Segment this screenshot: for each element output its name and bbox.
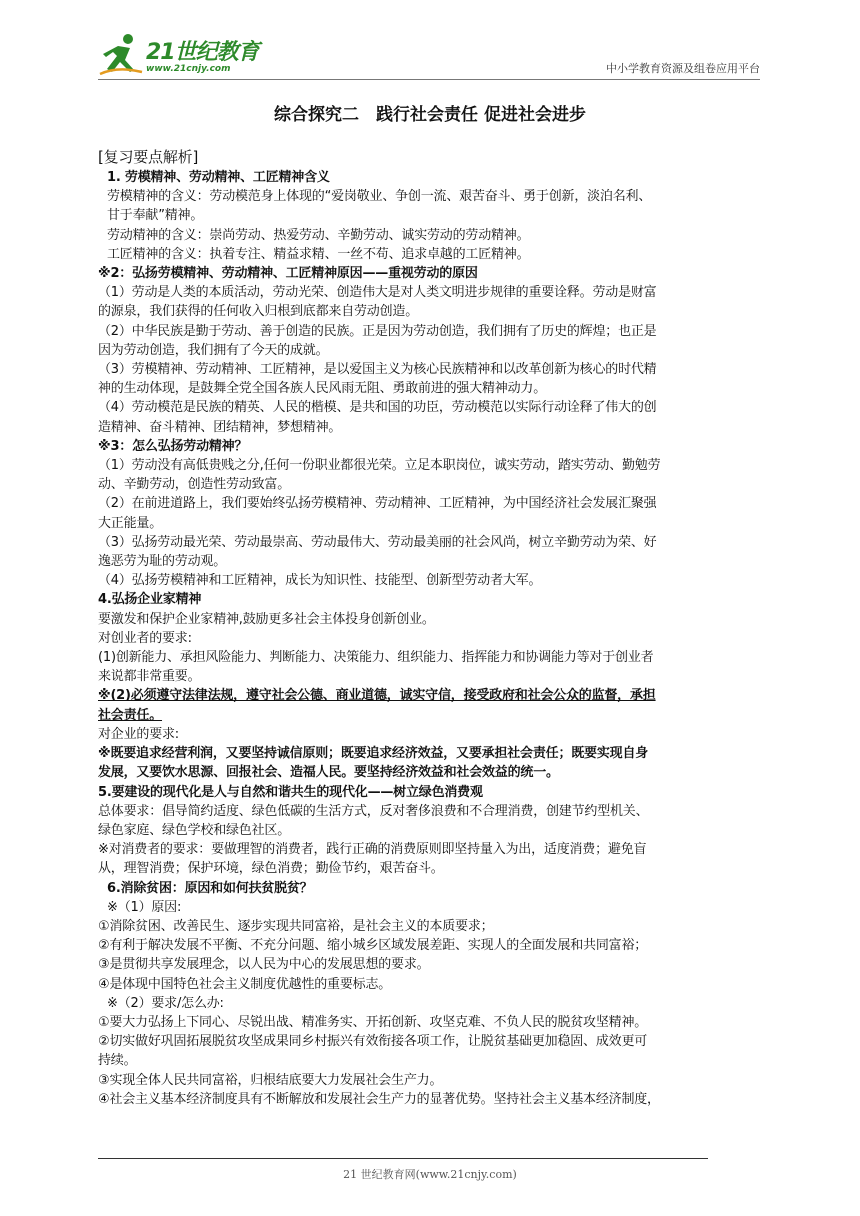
text-line: （1）劳动没有高低贵贱之分,任何一份职业都很光荣。立足本职岗位，诚实劳动，踏实劳动、勤勉劳	[98, 458, 661, 474]
document-body	[98, 146, 766, 1109]
text-line: 对创业者的要求:	[98, 630, 192, 646]
point-heading: 5.要建设的现代化是人与自然和谐共生的现代化——树立绿色消费观	[98, 784, 483, 800]
text-line: （1）劳动是人类的本质活动，劳动光荣、创造伟大是对人类文明进步规律的重要诠释。劳动是财富	[98, 285, 657, 301]
text-line: 造精神、奋斗精神、团结精神，梦想精神。	[98, 419, 342, 435]
runner-logo-icon	[98, 32, 144, 78]
text-line: ③实现全体人民共同富裕，归根结底要大力发展社会生产力。	[98, 1072, 443, 1088]
logo-url: www.21cnjy.com	[146, 64, 231, 74]
footer-divider	[98, 1158, 708, 1159]
text-line: 逸恶劳为耻的劳动观。	[98, 554, 227, 570]
text-line: 持续。	[98, 1053, 137, 1069]
point-heading: 6.消除贫困：原因和如何扶贫脱贫？	[107, 880, 313, 896]
page-header	[98, 32, 760, 78]
page-title: 综合探究二 践行社会责任 促进社会进步	[274, 105, 586, 125]
logo	[98, 32, 268, 78]
text-line: ③是贯彻共享发展理念，以人民为中心的发展思想的要求。	[98, 957, 430, 973]
text-line: （3）劳模精神、劳动精神、工匠精神，是以爱国主义为核心民族精神和以改革创新为核心的时代精	[98, 362, 657, 378]
text-line-bold: 发展，又要饮水思源、回报社会、造福人民。要坚持经济效益和社会效益的统一。	[98, 765, 559, 781]
text-line: 因为劳动创造，我们拥有了今天的成就。	[98, 342, 329, 358]
point-heading: ※3：怎么弘扬劳动精神？	[98, 438, 248, 454]
text-line: 绿色家庭、绿色学校和绿色社区。	[98, 822, 291, 838]
text-line-underlined: ※(2)必须遵守法律法规，遵守社会公德、商业道德，诚实守信，接受政府和社会公众的监督，承担	[98, 688, 656, 704]
text-line-bold: ※既要追求经营利润，又要坚持诚信原则；既要追求经济效益，又要承担社会责任；既要实现自身	[98, 746, 649, 762]
platform-label: 中小学教育资源及组卷应用平台	[606, 62, 760, 75]
text-line: 要激发和保护企业家精神,鼓励更多社会主体投身创新创业。	[98, 611, 435, 627]
point-heading: ※2：弘扬劳模精神、劳动精神、工匠精神原因——重视劳动的原因	[98, 266, 478, 282]
section-heading: [复习要点解析]	[98, 148, 199, 166]
text-line: ④是体现中国特色社会主义制度优越性的重要标志。	[98, 976, 392, 992]
text-line: ※（2）要求/怎么办:	[107, 995, 224, 1011]
text-line: 的源泉，我们获得的任何收入归根到底都来自劳动创造。	[98, 304, 419, 320]
text-line: ①消除贫困、改善民生、逐步实现共同富裕，是社会主义的本质要求；	[98, 918, 494, 934]
text-line: (1)创新能力、承担风险能力、判断能力、决策能力、组织能力、指挥能力和协调能力等对于创业者	[98, 650, 654, 666]
text-line: （2）中华民族是勤于劳动、善于创造的民族。正是因为劳动创造，我们拥有了历史的辉煌；也正是	[98, 323, 657, 339]
text-line: 工匠精神的含义：执着专注、精益求精、一丝不苟、追求卓越的工匠精神。	[107, 246, 530, 262]
text-line: （2）在前进道路上，我们要始终弘扬劳模精神、劳动精神、工匠精神，为中国经济社会发展汇聚强	[98, 496, 657, 512]
text-line: （4）劳动模范是民族的精英、人民的楷模、是共和国的功臣，劳动模范以实际行动诠释了伟大的创	[98, 400, 657, 416]
text-line: 总体要求：倡导简约适度、绿色低碳的生活方式，反对奢侈浪费和不合理消费，创建节约型机关、	[98, 803, 649, 819]
text-line-underlined: 社会责任。	[98, 707, 163, 723]
point-heading: 4.弘扬企业家精神	[98, 592, 202, 608]
page-footer: 21 世纪教育网(www.21cnjy.com)	[343, 1168, 517, 1181]
text-line: 甘于奉献”精神。	[107, 208, 204, 224]
text-line: ①要大力弘扬上下同心、尽锐出战、精准务实、开拓创新、攻坚克难、不负人民的脱贫攻坚精神。	[98, 1014, 648, 1030]
logo-text: 21世纪教育	[146, 40, 259, 65]
text-line: ④社会主义基本经济制度具有不断解放和发展社会生产力的显著优势。坚持社会主义基本经济制度，	[98, 1091, 660, 1107]
text-line: （3）弘扬劳动最光荣、劳动最崇高、劳动最伟大、劳动最美丽的社会风尚，树立辛勤劳动为荣、好	[98, 534, 657, 550]
text-line: 劳动精神的含义：崇尚劳动、热爱劳动、辛勤劳动、诚实劳动的劳动精神。	[107, 227, 530, 243]
text-line: 来说都非常重要。	[98, 669, 201, 685]
text-line: ②切实做好巩固拓展脱贫攻坚成果同乡村振兴有效衔接各项工作，让脱贫基础更加稳固、成效更可	[98, 1034, 648, 1050]
text-line: 动、辛勤劳动，创造性劳动致富。	[98, 477, 291, 493]
text-line: ②有利于解决发展不平衡、不充分问题、缩小城乡区域发展差距、实现人的全面发展和共同富裕；	[98, 938, 648, 954]
text-line: 神的生动体现，是鼓舞全党全国各族人民风雨无阻、勇敢前进的强大精神动力。	[98, 381, 547, 397]
text-line: 大正能量。	[98, 515, 163, 531]
text-line: 劳模精神的含义：劳动模范身上体现的“爱岗敬业、争创一流、艰苦奋斗、勇于创新，淡泊名利、	[107, 189, 652, 205]
text-line: ※对消费者的要求：要做理智的消费者，践行正确的消费原则即坚持量入为出，适度消费；避免盲	[98, 842, 647, 858]
text-line: （4）弘扬劳模精神和工匠精神，成长为知识性、技能型、创新型劳动者大军。	[98, 573, 542, 589]
text-line: ※（1）原因:	[107, 899, 182, 915]
point-heading: 1. 劳模精神、劳动精神、工匠精神含义	[107, 170, 330, 185]
text-line: 从，理智消费；保护环境，绿色消费；勤俭节约，艰苦奋斗。	[98, 861, 444, 877]
header-divider	[98, 79, 760, 80]
text-line: 对企业的要求:	[98, 726, 179, 742]
